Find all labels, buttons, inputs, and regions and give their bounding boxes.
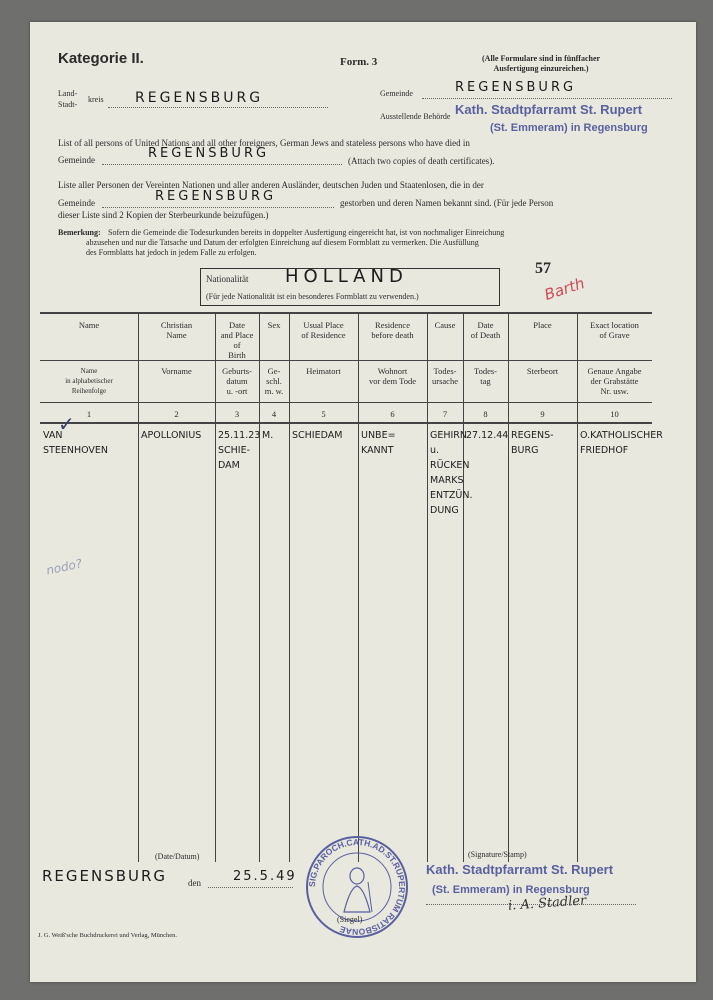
- entry-birth: 25.11.23 SCHIE- DAM: [218, 430, 261, 471]
- parish-seal: [302, 832, 412, 942]
- nationality-label: Nationalität: [206, 274, 249, 284]
- stamp-top-line2: (St. Emmeram) in Regensburg: [490, 122, 648, 134]
- community-label: Gemeinde: [380, 89, 413, 98]
- entry-usual-residence: SCHIEDAM: [292, 430, 343, 441]
- column-header-grave: Exact location of Grave: [590, 320, 639, 340]
- printer-credit: J. G. Weiß'sche Buchdruckerei und Verlag, München.: [38, 932, 178, 939]
- column-number-10: 10: [610, 409, 619, 419]
- remark-line3: des Formblatts hat jedoch in jedem Falle zu erfolgen.: [86, 248, 257, 257]
- column-header-birth: Date and Place of Birth: [220, 320, 254, 360]
- entry-cause: GEHIRN u. RÜCKEN MARKS ENTZÜN. DUNG: [430, 430, 473, 516]
- column-header-de-cause: Todes- ursache: [432, 366, 458, 386]
- column-number-4: 4: [271, 409, 277, 419]
- intro-en-text: List of all persons of United Nations and all other foreigners, German Jews and stateless persons who have died in: [58, 138, 470, 148]
- column-header-place: Place: [533, 320, 552, 330]
- entry-residence-before-death: UNBE= KANNT: [361, 430, 396, 456]
- column-number-5: 5: [321, 409, 326, 419]
- intro-de-gemeinde-label: Gemeinde: [58, 198, 95, 208]
- district-label-stadt: Stadt-: [58, 100, 78, 109]
- column-header-de-date-of-death: Todes- tag: [473, 366, 497, 386]
- column-header-de-usual-residence: Heimatort: [306, 366, 341, 376]
- form-number: Form. 3: [340, 56, 378, 68]
- column-header-de-birth: Geburts- datum u. -ort: [222, 366, 252, 396]
- intro-en-gemeinde-label: Gemeinde: [58, 155, 95, 165]
- column-header-name: Name: [78, 320, 100, 330]
- nationality-note: (Für jede Nationalität ist ein besonderes Formblatt zu verwenden.): [206, 292, 419, 301]
- remark-line2: abzusehen und nur die Tatsache und Datum der erfolgten Einreichung auf diesem Formblatt zu vermerken. Die Ausfüllung: [86, 238, 479, 247]
- entry-sex: M.: [262, 430, 274, 441]
- district-label-kreis: kreis: [88, 95, 104, 104]
- remark-label: Bemerkung:: [58, 228, 101, 237]
- column-header-residence-before-death: Residence before death: [371, 320, 414, 340]
- district-label-land: Land-: [58, 89, 78, 98]
- column-number-3: 3: [234, 409, 240, 419]
- column-header-cause: Cause: [434, 320, 456, 330]
- column-header-sex: Sex: [267, 320, 281, 330]
- stamp-bottom-line2: (St. Emmeram) in Regensburg: [432, 884, 590, 896]
- document-page: [30, 22, 696, 982]
- seal-label: (Siegel): [337, 915, 363, 924]
- nationality-value: HOLLAND: [285, 266, 408, 287]
- community-value: REGENSBURG: [455, 80, 577, 95]
- entry-date-of-death: 27.12.44: [466, 430, 509, 441]
- footer-place: REGENSBURG: [42, 867, 168, 885]
- signature: i. A. Stadler: [507, 893, 587, 914]
- intro-de-gemeinde-value: REGENSBURG: [155, 189, 277, 204]
- red-pencil-note: Barth: [542, 274, 587, 304]
- column-header-de-grave: Genaue Angabe der Grabstätte Nr. usw.: [587, 366, 642, 396]
- column-header-de-residence-before-death: Wohnort vor dem Tode: [369, 366, 416, 386]
- column-header-de-name: Name in alphabetischer Reihenfolge: [65, 367, 113, 395]
- footer-date: 25.5.49: [233, 869, 297, 884]
- footer-den: den: [188, 878, 201, 888]
- entry-place: REGENS- BURG: [511, 430, 554, 456]
- column-number-7: 7: [442, 409, 448, 419]
- column-header-christian-name: Christian Name: [160, 320, 193, 340]
- column-header-de-sex: Ge- schl. m. w.: [264, 366, 284, 396]
- intro-en-gemeinde-value: REGENSBURG: [148, 146, 270, 161]
- signature-label: (Signature/Stamp): [468, 850, 527, 859]
- intro-de-text2: gestorben und deren Namen bekannt sind. (Für jede Person: [340, 198, 554, 208]
- check-mark-icon: ✓: [58, 414, 75, 436]
- column-header-date-of-death: Date of Death: [470, 320, 501, 340]
- column-number-2: 2: [174, 409, 179, 419]
- entry-name: VAN STEENHOVEN: [43, 430, 109, 456]
- column-number-1: 1: [86, 409, 92, 419]
- column-number-8: 8: [483, 409, 488, 419]
- intro-en-attach: (Attach two copies of death certificates).: [348, 156, 495, 166]
- authority-label: Ausstellende Behörde: [380, 112, 451, 121]
- district-value: REGENSBURG: [135, 90, 264, 106]
- intro-de-text3: dieser Liste sind 2 Kopien der Sterbeurkunde beizufügen.): [58, 210, 269, 220]
- entry-grave: O.KATHOLISCHER FRIEDHOF: [580, 430, 663, 456]
- page-number: 57: [535, 260, 551, 277]
- column-header-de-christian-name: Vorname: [161, 366, 192, 376]
- stamp-bottom-line1: Kath. Stadtpfarramt St. Rupert: [426, 862, 614, 877]
- date-label: (Date/Datum): [155, 852, 200, 861]
- category-heading: Kategorie II.: [58, 50, 144, 67]
- column-number-9: 9: [540, 409, 545, 419]
- stamp-top-line1: Kath. Stadtpfarramt St. Rupert: [455, 102, 643, 117]
- column-header-usual-residence: Usual Place of Residence: [301, 320, 346, 340]
- seal-ring-text: SIG.PAROCH.CATH.AD.ST.RUPERTUM RATISBONAE: [306, 836, 408, 938]
- records-table: [40, 312, 663, 862]
- remark-line1: Sofern die Gemeinde die Todesurkunden bereits in doppelter Ausfertigung eingereicht hat, ist von nochmaliger Einreichung: [108, 228, 505, 237]
- column-header-de-place: Sterbeort: [526, 366, 559, 376]
- margin-pencil-note: nodo?: [44, 556, 84, 578]
- column-number-6: 6: [390, 409, 395, 419]
- entry-christian-name: APOLLONIUS: [141, 430, 202, 441]
- intro-de-text1: Liste aller Personen der Vereinten Nationen und aller anderen Ausländer, deutschen Juden und Staatenlosen, die in der: [58, 180, 484, 190]
- copies-note: (Alle Formulare sind in fünffacher Ausfertigung einzureichen.): [482, 54, 601, 73]
